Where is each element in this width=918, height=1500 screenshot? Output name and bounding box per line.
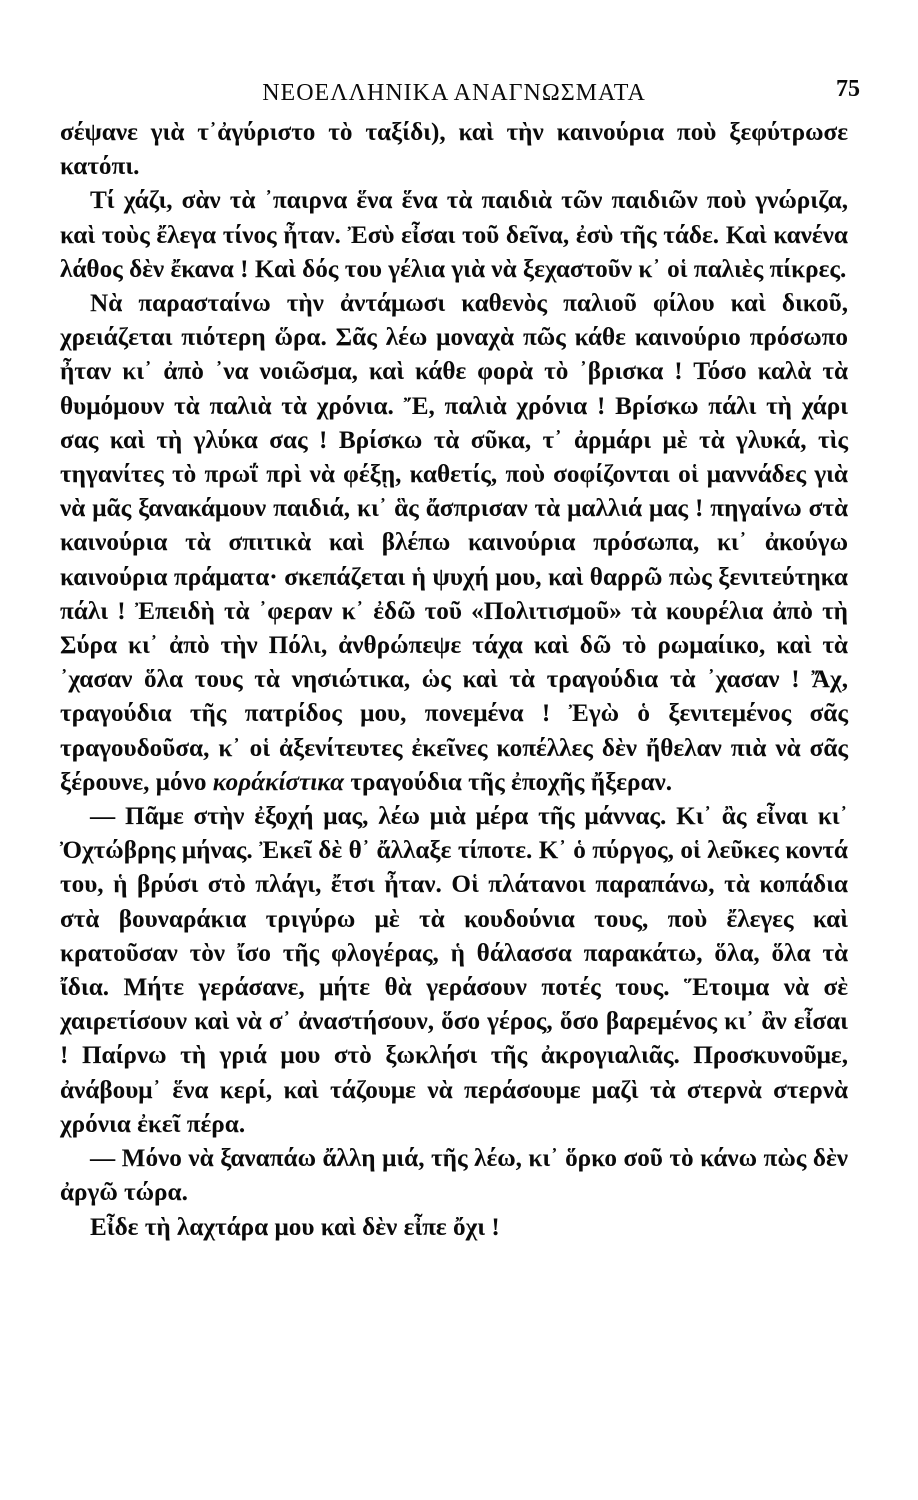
- paragraph-3-text: Νὰ παρασταίνω τὴν ἀντάμωσι καθενὸς παλιοῦ φίλου καὶ δικοῦ, χρειάζεται πιότερη ὥρα. Σᾶς λέω μοναχὰ πῶς κάθε καινούριο πρόσωπο ἦταν κι᾿ ἀπὸ ᾿να νοιῶσμα, καὶ κάθε φορὰ τὸ ᾿βρισκα ! Τόσο καλὰ τὰ θυμόμουν τὰ παλιὰ τὰ χρόνια. Ἔ, παλιὰ χρόνια ! Βρίσκω πάλι τὴ χάρι σας καὶ τὴ γλύκα σας ! Βρίσκω τὰ σῦκα, τ᾿ ἀρμάρι μὲ τὰ γλυκά, τὶς τηγανίτες τὸ πρωΐ πρὶ νὰ φέξῃ, καθετίς, ποὺ σοφίζονται οἱ μαννάδες γιὰ νὰ μᾶς ξανακάμουν παιδιά, κι᾿ ἃς ἄσπρισαν τὰ μαλλιά μας ! πηγαίνω στὰ καινούρια τὰ σπιτικὰ καὶ βλέπω καινούρια πρόσωπα, κι᾿ ἀκούγω καινούρια πράματα· σκεπάζεται ἡ ψυχή μου, καὶ θαρρῶ πὼς ξενιτεύτηκα πάλι ! Ἐπειδὴ τὰ ᾿φεραν κ᾿ ἐδῶ τοῦ «Πολιτισμοῦ» τὰ κουρέλια ἀπὸ τὴ Σύρα κι᾿ ἀπὸ τὴν Πόλι, ἀνθρώπεψε τάχα καὶ δῶ τὸ ρωμαίικο, καὶ τὰ ᾿χασαν ὅλα τους τὰ νησιώτικα, ὡς καὶ τὰ τραγούδια τὰ ᾿χασαν ! Ἄχ, τραγούδια τῆς πατρίδος μου, πονεμένα ! Ἐγὼ ὁ ξενιτεμένος σᾶς τραγουδοῦσα, κ᾿ οἱ ἀξενίτευτες ἐκεῖνες κοπέλλες δὲν ἤθελαν πιὰ νὰ σᾶς ξέρουνε, μόνο: [60, 290, 848, 796]
- text-body: [60, 116, 848, 1245]
- running-title: ΝΕΟΕΛΛΗΝΙΚΑ ΑΝΑΓΝΩΣΜΑΤΑ: [262, 80, 646, 106]
- paragraph-6: Εἶδε τὴ λαχτάρα μου καὶ δὲν εἶπε ὄχι !: [90, 1213, 500, 1241]
- paragraph-2: Τί χάζι, σὰν τὰ ᾿παιρνα ἕνα ἕνα τὰ παιδιὰ τῶν παιδιῶν ποὺ γνώριζα, καὶ τοὺς ἔλεγα τίνος ἦταν. Ἐσὺ εἶσαι τοῦ δεῖνα, ἐσὺ τῆς τάδε. Καὶ κανένα λάθος δὲν ἔκανα ! Καὶ δός του γέλια γιὰ νὰ ξεχαστοῦν κ᾿ οἱ παλιὲς πίκρες.: [60, 187, 848, 283]
- emphasized-word: κοράκίστικα: [212, 768, 345, 796]
- running-head: [60, 72, 860, 116]
- paragraph-3-tail: τραγούδια τῆς ἐποχῆς ἤξεραν.: [350, 768, 673, 796]
- paragraph-5: — Μόνο νὰ ξαναπάω ἄλλη μιά, τῆς λέω, κι᾿ ὅρκο σοῦ τὸ κάνω πὼς δὲν ἀργῶ τώρα.: [60, 1145, 848, 1207]
- page-number: 75: [836, 76, 860, 102]
- paragraph-4: — Πᾶμε στὴν ἐξοχή μας, λέω μιὰ μέρα τῆς μάννας. Κι᾿ ἂς εἶναι κι᾿ Ὀχτώβρης μήνας. Ἐκεῖ δὲ θ᾿ ἄλλαξε τίποτε. Κ᾿ ὁ πύργος, οἱ λεῦκες κοντά του, ἡ βρύσι στὸ πλάγι, ἔτσι ἦταν. Οἱ πλάτανοι παραπάνω, τὰ κοπάδια στὰ βουναράκια τριγύρω μὲ τὰ κουδούνια τους, ποὺ ἔλεγες καὶ κρατοῦσαν τὸν ἴσο τῆς φλογέρας, ἡ θάλασσα παρακάτω, ὅλα, ὅλα τὰ ἴδια. Μήτε γεράσανε, μήτε θὰ γεράσουν ποτές τους. Ἕτοιμα νὰ σὲ χαιρετίσουν καὶ νὰ σ᾿ ἀναστήσουν, ὅσο γέρος, ὅσο βαρεμένος κι᾿ ἂν εἶσαι ! Παίρνω τὴ γριά μου στὸ ξωκλήσι τῆς ἀκρογιαλιᾶς. Προσκυνοῦμε, ἀνάβουμ᾿ ἕνα κερί, καὶ τάζουμε νὰ περάσουμε μαζὶ τὰ στερνὰ στερνὰ χρόνια ἐκεῖ πέρα.: [60, 803, 848, 1138]
- paragraph-1: σέψανε γιὰ τ᾿ἀγύριστο τὸ ταξίδι), καὶ τὴν καινούρια ποὺ ξεφύτρωσε κατόπι.: [60, 119, 848, 181]
- paragraph-3: [60, 287, 848, 800]
